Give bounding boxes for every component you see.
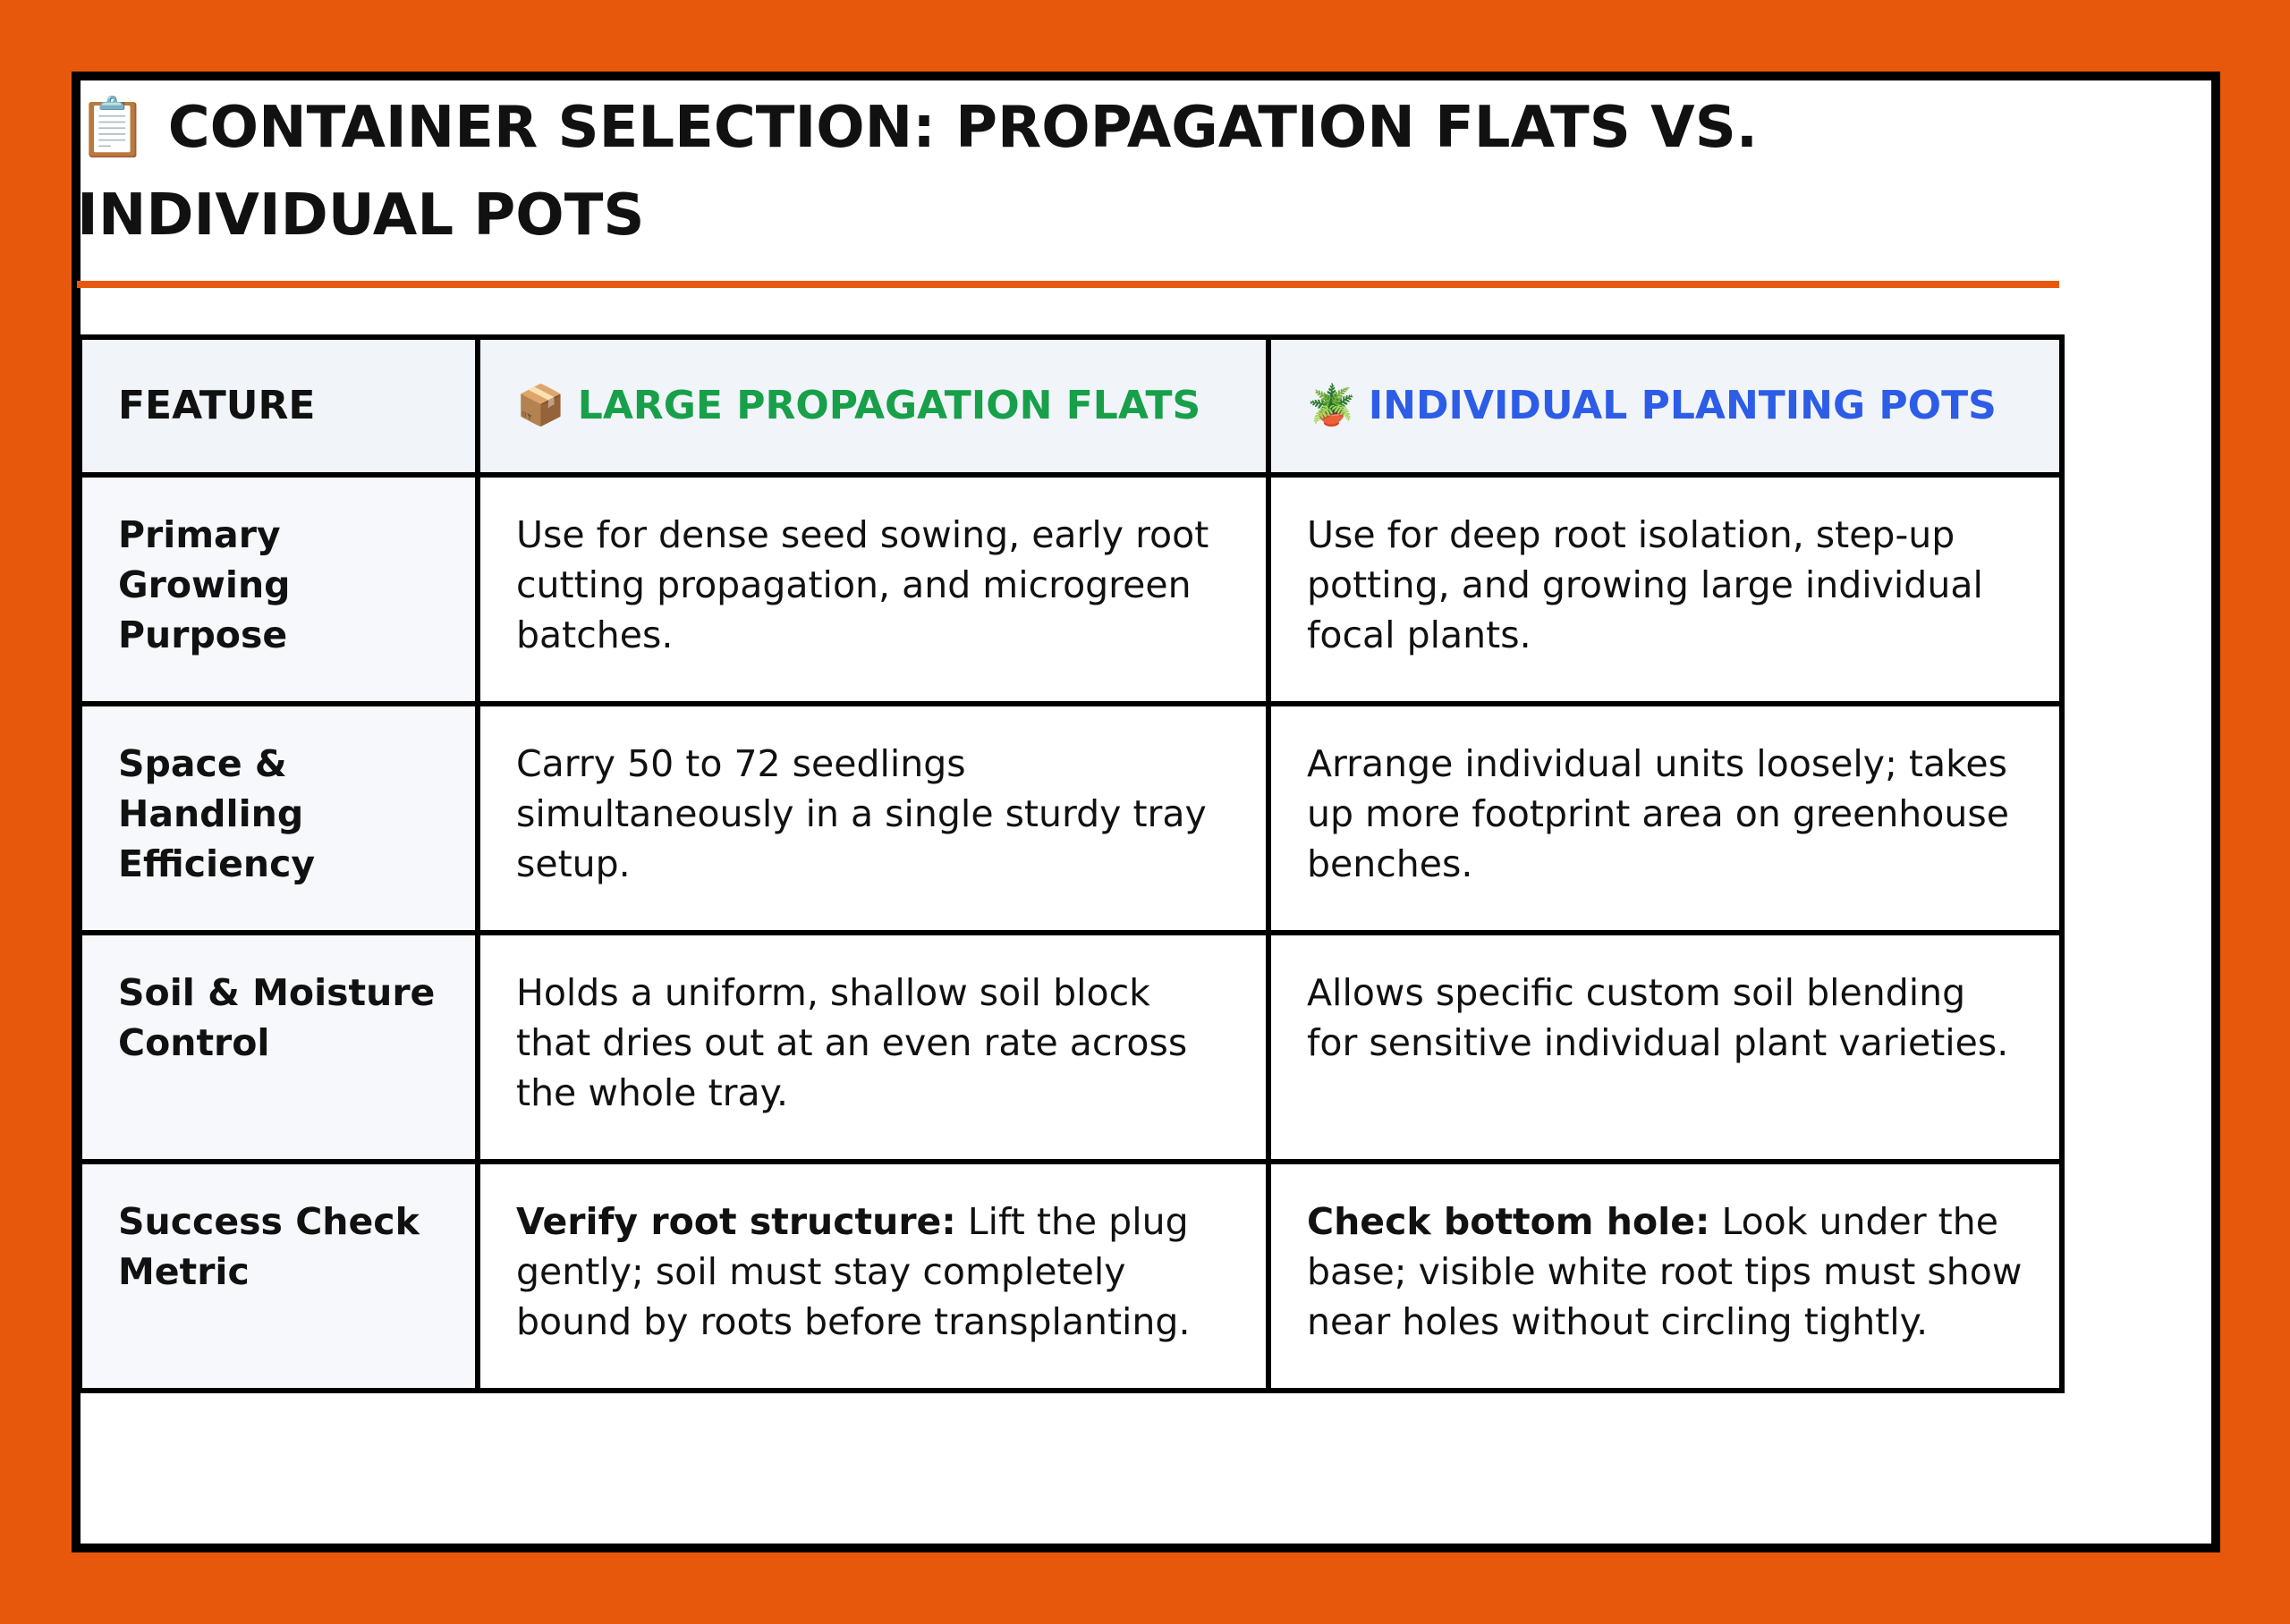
pots-cell [1268, 704, 2062, 933]
page-title [77, 84, 2072, 259]
page-title-text: CONTAINER SELECTION: PROPAGATION FLATS VS. INDIVIDUAL POTS [77, 95, 1759, 249]
pots-cell-text: Allows specific custom soil blending for sensitive individual plant varieties. [1307, 971, 2009, 1064]
header-flats-label: LARGE PROPAGATION FLATS [577, 383, 1201, 428]
pots-cell [1268, 1162, 2062, 1391]
header-feature-label: FEATURE [118, 383, 316, 428]
pots-cell [1268, 475, 2062, 704]
comparison-table [77, 334, 2065, 1393]
pots-cell-lead: Check bottom hole: [1307, 1200, 1710, 1243]
table-row [80, 475, 2062, 704]
pots-cell-text: Use for deep root isolation, step-up potting, and growing large individual focal plants. [1307, 513, 1983, 656]
row-feature-cell: Primary Growing Purpose [80, 475, 478, 704]
flats-cell-text: Lift the plug gently; soil must stay completely bound by roots before transplanting. [516, 1200, 1191, 1343]
flats-cell [478, 1162, 1268, 1391]
flats-cell [478, 475, 1268, 704]
flats-cell-text: Use for dense seed sowing, early root cutting propagation, and microgreen batches. [516, 513, 1209, 656]
table-row [80, 704, 2062, 933]
pots-cell-text: Arrange individual units loosely; takes up more footprint area on greenhouse benches. [1307, 742, 2009, 885]
title-divider [77, 281, 2059, 288]
row-feature-cell: Soil & Moisture Control [80, 933, 478, 1162]
header-pots-label: INDIVIDUAL PLANTING POTS [1368, 383, 1997, 428]
pots-cell-text: Look under the base; visible white root tips must show near holes without circling tightly. [1307, 1200, 2023, 1343]
flats-cell [478, 704, 1268, 933]
row-feature-cell: Success Check Metric [80, 1162, 478, 1391]
row-feature-cell: Space & Handling Efficiency [80, 704, 478, 933]
header-planting-pots [1268, 337, 2062, 475]
flats-cell-text: Holds a uniform, shallow soil block that dries out at an even rate across the whole tray. [516, 971, 1188, 1114]
table-row [80, 1162, 2062, 1391]
table-header-row [80, 337, 2062, 475]
table-row [80, 933, 2062, 1162]
flats-cell-lead: Verify root structure: [516, 1200, 956, 1243]
header-feature [80, 337, 478, 475]
potted-plant-icon: 🪴 [1307, 383, 1356, 428]
clipboard-icon: 📋 [77, 95, 148, 161]
pots-cell [1268, 933, 2062, 1162]
package-icon: 📦 [516, 383, 565, 428]
flats-cell-text: Carry 50 to 72 seedlings simultaneously in a single sturdy tray setup. [516, 742, 1207, 885]
flats-cell [478, 933, 1268, 1162]
header-propagation-flats [478, 337, 1268, 475]
